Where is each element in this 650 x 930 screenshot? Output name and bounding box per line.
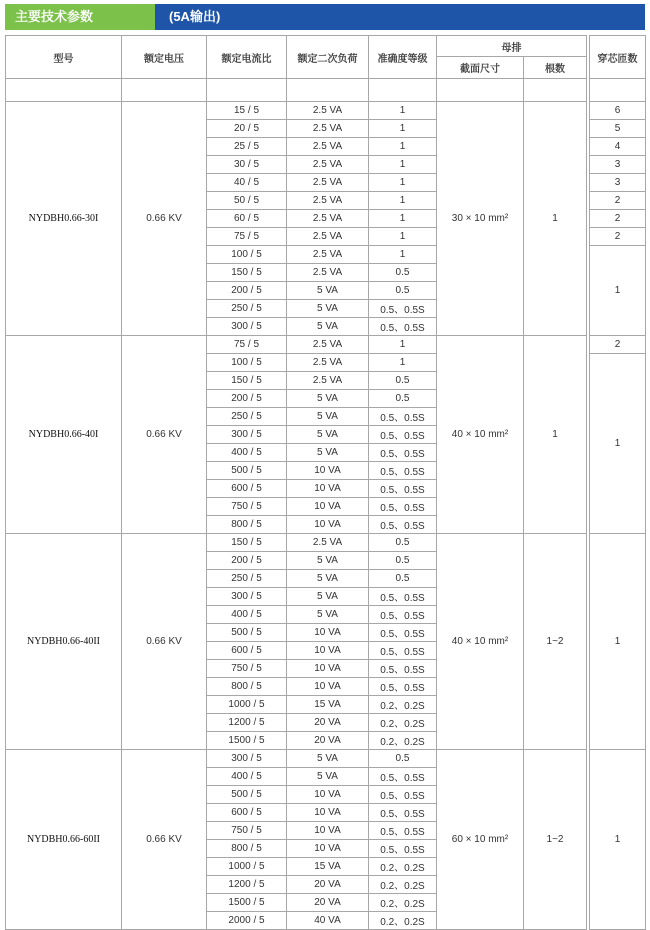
accuracy-class: 0.5	[369, 264, 437, 282]
secondary-load: 2.5 VA	[287, 210, 369, 228]
accuracy-class: 0.5、0.5S	[369, 516, 437, 534]
accuracy-class: 0.5、0.5S	[369, 822, 437, 840]
secondary-load: 5 VA	[287, 444, 369, 462]
secondary-load: 2.5 VA	[287, 102, 369, 120]
secondary-load: 10 VA	[287, 822, 369, 840]
accuracy-class: 0.5、0.5S	[369, 624, 437, 642]
current-ratio: 30 / 5	[207, 156, 287, 174]
accuracy-class: 0.5	[369, 552, 437, 570]
accuracy-class: 1	[369, 228, 437, 246]
busbar-section: 40 × 10 mm²	[437, 336, 524, 534]
secondary-load: 2.5 VA	[287, 336, 369, 354]
secondary-load: 20 VA	[287, 876, 369, 894]
current-ratio: 20 / 5	[207, 120, 287, 138]
accuracy-class: 0.5、0.5S	[369, 462, 437, 480]
accuracy-class: 0.2、0.2S	[369, 912, 437, 930]
secondary-load: 2.5 VA	[287, 138, 369, 156]
rated-voltage: 0.66 KV	[122, 336, 207, 534]
current-ratio: 750 / 5	[207, 498, 287, 516]
secondary-load: 10 VA	[287, 480, 369, 498]
secondary-load: 5 VA	[287, 282, 369, 300]
current-ratio: 250 / 5	[207, 408, 287, 426]
secondary-load: 10 VA	[287, 498, 369, 516]
busbar-section: 30 × 10 mm²	[437, 102, 524, 336]
current-ratio: 500 / 5	[207, 786, 287, 804]
turns-count: 3	[590, 174, 646, 192]
rated-voltage: 0.66 KV	[122, 534, 207, 750]
current-ratio: 500 / 5	[207, 624, 287, 642]
busbar-layers: 1~2	[524, 534, 587, 750]
secondary-load: 5 VA	[287, 552, 369, 570]
secondary-load: 40 VA	[287, 912, 369, 930]
secondary-load: 2.5 VA	[287, 246, 369, 264]
secondary-load: 5 VA	[287, 768, 369, 786]
current-ratio: 100 / 5	[207, 246, 287, 264]
col-accuracy: 准确度等级	[369, 36, 437, 79]
header-spacer-row	[6, 79, 646, 102]
secondary-load: 5 VA	[287, 588, 369, 606]
accuracy-class: 0.2、0.2S	[369, 714, 437, 732]
col-turns: 穿芯匝数	[590, 36, 646, 79]
secondary-load: 10 VA	[287, 624, 369, 642]
secondary-load: 10 VA	[287, 804, 369, 822]
accuracy-class: 0.5、0.5S	[369, 444, 437, 462]
current-ratio: 2000 / 5	[207, 912, 287, 930]
current-ratio: 200 / 5	[207, 282, 287, 300]
current-ratio: 60 / 5	[207, 210, 287, 228]
model-name: NYDBH0.66-40I	[6, 336, 122, 534]
current-ratio: 1000 / 5	[207, 858, 287, 876]
busbar-layers: 1	[524, 336, 587, 534]
turns-count: 1	[590, 750, 646, 930]
header-banner	[0, 0, 650, 32]
current-ratio: 50 / 5	[207, 192, 287, 210]
turns-count: 3	[590, 156, 646, 174]
accuracy-class: 0.5、0.5S	[369, 642, 437, 660]
current-ratio: 15 / 5	[207, 102, 287, 120]
current-ratio: 150 / 5	[207, 264, 287, 282]
accuracy-class: 1	[369, 192, 437, 210]
col-busbar: 母排	[437, 36, 587, 57]
accuracy-class: 0.5、0.5S	[369, 480, 437, 498]
accuracy-class: 0.2、0.2S	[369, 894, 437, 912]
current-ratio: 400 / 5	[207, 768, 287, 786]
current-ratio: 600 / 5	[207, 642, 287, 660]
col-layers: 根数	[524, 57, 587, 79]
current-ratio: 25 / 5	[207, 138, 287, 156]
accuracy-class: 1	[369, 120, 437, 138]
col-load: 额定二次负荷	[287, 36, 369, 79]
accuracy-class: 1	[369, 210, 437, 228]
accuracy-class: 0.5	[369, 570, 437, 588]
section-subtitle: (5A输出)	[155, 4, 645, 30]
turns-count: 1	[590, 354, 646, 534]
accuracy-class: 1	[369, 102, 437, 120]
secondary-load: 2.5 VA	[287, 354, 369, 372]
secondary-load: 10 VA	[287, 678, 369, 696]
accuracy-class: 0.5、0.5S	[369, 678, 437, 696]
turns-count: 2	[590, 192, 646, 210]
spec-body	[6, 102, 646, 930]
secondary-load: 2.5 VA	[287, 174, 369, 192]
spec-table	[5, 35, 646, 930]
model-name: NYDBH0.66-30I	[6, 102, 122, 336]
secondary-load: 20 VA	[287, 732, 369, 750]
rated-voltage: 0.66 KV	[122, 102, 207, 336]
current-ratio: 250 / 5	[207, 570, 287, 588]
current-ratio: 800 / 5	[207, 678, 287, 696]
turns-count: 2	[590, 210, 646, 228]
accuracy-class: 0.5	[369, 372, 437, 390]
secondary-load: 5 VA	[287, 390, 369, 408]
turns-count: 6	[590, 102, 646, 120]
secondary-load: 2.5 VA	[287, 156, 369, 174]
accuracy-class: 0.5、0.5S	[369, 786, 437, 804]
accuracy-class: 0.5、0.5S	[369, 588, 437, 606]
turns-count: 1	[590, 534, 646, 750]
accuracy-class: 0.5	[369, 282, 437, 300]
busbar-layers: 1	[524, 102, 587, 336]
secondary-load: 5 VA	[287, 408, 369, 426]
current-ratio: 200 / 5	[207, 552, 287, 570]
secondary-load: 5 VA	[287, 318, 369, 336]
busbar-layers: 1~2	[524, 750, 587, 930]
current-ratio: 250 / 5	[207, 300, 287, 318]
secondary-load: 5 VA	[287, 300, 369, 318]
busbar-section: 40 × 10 mm²	[437, 534, 524, 750]
current-ratio: 150 / 5	[207, 372, 287, 390]
secondary-load: 10 VA	[287, 840, 369, 858]
model-name: NYDBH0.66-60II	[6, 750, 122, 930]
secondary-load: 15 VA	[287, 858, 369, 876]
accuracy-class: 1	[369, 156, 437, 174]
current-ratio: 750 / 5	[207, 822, 287, 840]
accuracy-class: 0.5	[369, 390, 437, 408]
secondary-load: 2.5 VA	[287, 192, 369, 210]
secondary-load: 2.5 VA	[287, 534, 369, 552]
secondary-load: 10 VA	[287, 462, 369, 480]
secondary-load: 5 VA	[287, 606, 369, 624]
current-ratio: 600 / 5	[207, 804, 287, 822]
current-ratio: 100 / 5	[207, 354, 287, 372]
secondary-load: 2.5 VA	[287, 228, 369, 246]
current-ratio: 800 / 5	[207, 840, 287, 858]
current-ratio: 750 / 5	[207, 660, 287, 678]
accuracy-class: 1	[369, 336, 437, 354]
secondary-load: 10 VA	[287, 516, 369, 534]
current-ratio: 300 / 5	[207, 426, 287, 444]
current-ratio: 300 / 5	[207, 318, 287, 336]
current-ratio: 1200 / 5	[207, 714, 287, 732]
turns-count: 1	[590, 246, 646, 336]
accuracy-class: 0.2、0.2S	[369, 876, 437, 894]
accuracy-class: 0.2、0.2S	[369, 732, 437, 750]
accuracy-class: 0.5	[369, 534, 437, 552]
current-ratio: 40 / 5	[207, 174, 287, 192]
accuracy-class: 0.5、0.5S	[369, 660, 437, 678]
secondary-load: 2.5 VA	[287, 372, 369, 390]
table-row	[6, 102, 646, 120]
accuracy-class: 0.5、0.5S	[369, 804, 437, 822]
col-model: 型号	[6, 36, 122, 79]
secondary-load: 2.5 VA	[287, 264, 369, 282]
turns-count: 2	[590, 228, 646, 246]
accuracy-class: 0.5、0.5S	[369, 300, 437, 318]
secondary-load: 5 VA	[287, 426, 369, 444]
current-ratio: 400 / 5	[207, 606, 287, 624]
secondary-load: 20 VA	[287, 714, 369, 732]
current-ratio: 1200 / 5	[207, 876, 287, 894]
current-ratio: 800 / 5	[207, 516, 287, 534]
current-ratio: 300 / 5	[207, 750, 287, 768]
col-voltage: 额定电压	[122, 36, 207, 79]
accuracy-class: 1	[369, 138, 437, 156]
table-row	[6, 750, 646, 768]
rated-voltage: 0.66 KV	[122, 750, 207, 930]
current-ratio: 600 / 5	[207, 480, 287, 498]
col-section: 截面尺寸	[437, 57, 524, 79]
current-ratio: 500 / 5	[207, 462, 287, 480]
secondary-load: 15 VA	[287, 696, 369, 714]
accuracy-class: 0.5、0.5S	[369, 498, 437, 516]
section-title: 主要技术参数	[5, 4, 155, 30]
secondary-load: 5 VA	[287, 750, 369, 768]
accuracy-class: 0.5、0.5S	[369, 408, 437, 426]
current-ratio: 1000 / 5	[207, 696, 287, 714]
accuracy-class: 0.5、0.5S	[369, 840, 437, 858]
current-ratio: 75 / 5	[207, 228, 287, 246]
accuracy-class: 0.5、0.5S	[369, 426, 437, 444]
current-ratio: 1500 / 5	[207, 732, 287, 750]
table-row	[6, 534, 646, 552]
turns-count: 2	[590, 336, 646, 354]
table-row	[6, 336, 646, 354]
model-name: NYDBH0.66-40II	[6, 534, 122, 750]
secondary-load: 2.5 VA	[287, 120, 369, 138]
accuracy-class: 1	[369, 246, 437, 264]
current-ratio: 200 / 5	[207, 390, 287, 408]
current-ratio: 400 / 5	[207, 444, 287, 462]
accuracy-class: 1	[369, 174, 437, 192]
current-ratio: 75 / 5	[207, 336, 287, 354]
accuracy-class: 0.5、0.5S	[369, 606, 437, 624]
current-ratio: 300 / 5	[207, 588, 287, 606]
accuracy-class: 0.5、0.5S	[369, 318, 437, 336]
turns-count: 5	[590, 120, 646, 138]
secondary-load: 5 VA	[287, 570, 369, 588]
current-ratio: 150 / 5	[207, 534, 287, 552]
accuracy-class: 0.2、0.2S	[369, 696, 437, 714]
secondary-load: 10 VA	[287, 786, 369, 804]
accuracy-class: 0.5	[369, 750, 437, 768]
accuracy-class: 1	[369, 354, 437, 372]
current-ratio: 1500 / 5	[207, 894, 287, 912]
secondary-load: 10 VA	[287, 660, 369, 678]
accuracy-class: 0.2、0.2S	[369, 858, 437, 876]
busbar-section: 60 × 10 mm²	[437, 750, 524, 930]
secondary-load: 10 VA	[287, 642, 369, 660]
secondary-load: 20 VA	[287, 894, 369, 912]
col-ratio: 额定电流比	[207, 36, 287, 79]
accuracy-class: 0.5、0.5S	[369, 768, 437, 786]
turns-count: 4	[590, 138, 646, 156]
